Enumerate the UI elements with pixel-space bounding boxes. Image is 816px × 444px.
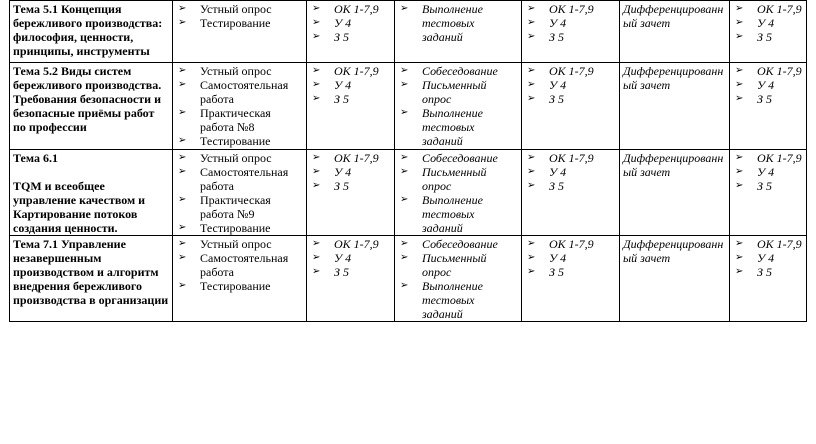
competences-cell (522, 63, 620, 150)
list-item: ➢ Выполнение тестовых заданий (398, 193, 518, 235)
topic-cell (10, 150, 173, 236)
bullet-list (733, 2, 803, 44)
list-item: ➢ Письменный опрос (398, 251, 518, 279)
bullet-list (310, 237, 391, 279)
list-item: ➢ З 5 (310, 30, 391, 44)
bullet-list (398, 64, 518, 148)
competences-cell (307, 150, 395, 236)
table-row (10, 236, 807, 322)
methods-cell (173, 150, 307, 236)
list-item: ➢ У 4 (733, 251, 803, 265)
bullet-list (176, 2, 303, 30)
topic-title: Тема 5.1 Концепция (13, 2, 122, 16)
bullet-list (733, 64, 803, 106)
competences-cell (307, 236, 395, 322)
list-item: ➢ ОК 1-7,9 (310, 151, 391, 165)
list-item: ➢ ОК 1-7,9 (525, 64, 616, 78)
competences-cell (307, 1, 395, 63)
assessment-cell (395, 236, 522, 322)
competences-cell (730, 150, 807, 236)
list-item: ➢ У 4 (525, 78, 616, 92)
list-item: ➢ ОК 1-7,9 (310, 2, 391, 16)
list-item: ➢ З 5 (310, 179, 391, 193)
assessment-cell (395, 63, 522, 150)
list-item: ➢ З 5 (525, 30, 616, 44)
list-item: ➢ ОК 1-7,9 (525, 237, 616, 251)
list-item: ➢ З 5 (310, 92, 391, 106)
control-form-cell: Дифференцированный зачет (620, 63, 730, 150)
bullet-list (398, 2, 518, 44)
table-body (10, 1, 807, 322)
list-item: ➢ ОК 1-7,9 (310, 237, 391, 251)
list-item: ➢ ОК 1-7,9 (525, 151, 616, 165)
list-item: ➢ Практическая работа №9 (176, 193, 303, 221)
bullet-list (733, 151, 803, 193)
list-item: ➢ У 4 (733, 165, 803, 179)
bullet-list (310, 2, 391, 44)
control-form-cell: Дифференцированный зачет (620, 1, 730, 63)
bullet-list (310, 64, 391, 106)
bullet-list (310, 151, 391, 193)
table-row (10, 1, 807, 63)
list-item: ➢ З 5 (733, 265, 803, 279)
topic-cell (10, 1, 173, 63)
bullet-list (733, 237, 803, 279)
list-item: ➢ Устный опрос (176, 2, 303, 16)
list-item: ➢ Тестирование (176, 134, 303, 148)
topic-cell (10, 236, 173, 322)
list-item: ➢ Тестирование (176, 221, 303, 235)
list-item: ➢ У 4 (310, 165, 391, 179)
list-item: ➢ Тестирование (176, 279, 303, 293)
table-row (10, 150, 807, 236)
bullet-list (398, 151, 518, 235)
list-item: ➢ У 4 (310, 78, 391, 92)
list-item: ➢ З 5 (525, 179, 616, 193)
assessment-table (9, 0, 807, 322)
table-row (10, 63, 807, 150)
list-item: ➢ Выполнение тестовых заданий (398, 106, 518, 148)
list-item: ➢ Собеседование (398, 237, 518, 251)
competences-cell (522, 1, 620, 63)
competences-cell (522, 150, 620, 236)
competences-cell (730, 63, 807, 150)
bullet-list (525, 64, 616, 106)
list-item: ➢ Письменный опрос (398, 165, 518, 193)
bullet-list (525, 2, 616, 44)
list-item: ➢ ОК 1-7,9 (733, 237, 803, 251)
list-item: ➢ Самостоятельная работа (176, 165, 303, 193)
topic-title: Тема 5.2 Виды систем (13, 64, 132, 78)
list-item: ➢ ОК 1-7,9 (733, 2, 803, 16)
topic-description: бережливого производства. Требования безопасности и безопасные приёмы работ по профессии (13, 78, 162, 134)
topic-description: бережливого производства: философия, ценности, принципы, инструменты (13, 16, 163, 58)
topic-title: Тема 6.1 (13, 151, 58, 165)
topic-description: незавершенным производством и алгоритм внедрения бережливого производства в организации (13, 251, 169, 307)
list-item: ➢ Собеседование (398, 151, 518, 165)
list-item: ➢ Выполнение тестовых заданий (398, 2, 518, 44)
list-item: ➢ Устный опрос (176, 151, 303, 165)
competences-cell (307, 63, 395, 150)
methods-cell (173, 1, 307, 63)
methods-cell (173, 63, 307, 150)
list-item: ➢ ОК 1-7,9 (733, 151, 803, 165)
bullet-list (176, 151, 303, 235)
list-item: ➢ Самостоятельная работа (176, 78, 303, 106)
bullet-list (525, 237, 616, 279)
list-item: ➢ У 4 (733, 78, 803, 92)
list-item: ➢ Устный опрос (176, 64, 303, 78)
list-item: ➢ З 5 (310, 265, 391, 279)
list-item: ➢ З 5 (525, 265, 616, 279)
list-item: ➢ Выполнение тестовых заданий (398, 279, 518, 321)
list-item: ➢ Тестирование (176, 16, 303, 30)
assessment-cell (395, 150, 522, 236)
methods-cell (173, 236, 307, 322)
topic-cell (10, 63, 173, 150)
list-item: ➢ З 5 (733, 179, 803, 193)
list-item: ➢ ОК 1-7,9 (525, 2, 616, 16)
bullet-list (525, 151, 616, 193)
list-item: ➢ Собеседование (398, 64, 518, 78)
control-form-cell: Дифференцированный зачет (620, 150, 730, 236)
topic-title: Тема 7.1 Управление (13, 237, 126, 251)
bullet-list (176, 64, 303, 148)
list-item: ➢ У 4 (525, 16, 616, 30)
list-item: ➢ Устный опрос (176, 237, 303, 251)
list-item: ➢ У 4 (525, 251, 616, 265)
assessment-cell (395, 1, 522, 63)
list-item: ➢ Письменный опрос (398, 78, 518, 106)
control-form-cell: Дифференцированный зачет (620, 236, 730, 322)
list-item: ➢ Самостоятельная работа (176, 251, 303, 279)
competences-cell (730, 236, 807, 322)
list-item: ➢ У 4 (525, 165, 616, 179)
list-item: ➢ З 5 (733, 30, 803, 44)
competences-cell (730, 1, 807, 63)
bullet-list (176, 237, 303, 293)
bullet-list (398, 237, 518, 321)
list-item: ➢ У 4 (733, 16, 803, 30)
list-item: ➢ З 5 (525, 92, 616, 106)
list-item: ➢ У 4 (310, 16, 391, 30)
list-item: ➢ З 5 (733, 92, 803, 106)
competences-cell (522, 236, 620, 322)
list-item: ➢ У 4 (310, 251, 391, 265)
list-item: ➢ Практическая работа №8 (176, 106, 303, 134)
list-item: ➢ ОК 1-7,9 (310, 64, 391, 78)
list-item: ➢ ОК 1-7,9 (733, 64, 803, 78)
topic-description: TQM и всеобщее управление качеством и Картирование потоков создания ценности. (13, 179, 146, 235)
